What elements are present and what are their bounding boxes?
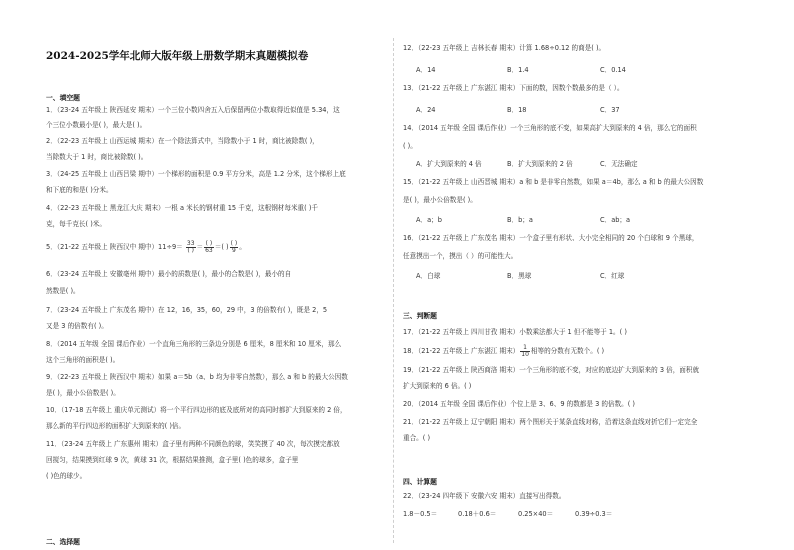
question-16-line-1: 16．（21-22 五年级上 广东茂名 期末）一个盒子里有形状、大小完全相同的 20 个白球和 9 个黑球，: [403, 234, 699, 242]
question-13-option-c: C．37: [600, 106, 620, 114]
column-divider: [393, 38, 394, 543]
question-16-line-2: 任意摸出一个，摸出（ ）的可能性大。: [403, 252, 518, 260]
calc-item-2: 0.18＋0.6＝: [458, 510, 497, 518]
question-19-line-1: 19．（21-22 五年级上 陕西商洛 期末）一个三角形的底不变，对应的底边扩大到原来的 3 倍，面积就: [403, 366, 700, 374]
question-14-line-1: 14．（2014 五年级 全国 课后作业）一个三角形的底不变，如果高扩大到原来的 4 倍，那么它的面积: [403, 124, 697, 132]
page-title: 2024-2025学年北师大版年级上册数学期末真题模拟卷: [46, 50, 309, 62]
question-14-option-c: C．无法确定: [600, 160, 638, 168]
question-15-line-1: 15．（21-22 五年级上 山西晋城 期末）a 和 b 是非零自然数，如果 a＝4b，那么 a 和 b 的最大公因数: [403, 178, 704, 186]
section-judge-heading: 三、判断题: [403, 312, 437, 320]
question-12-option-c: C．0.14: [600, 66, 626, 74]
question-1-line-2: 个三位小数最小是( )，最大是( )。: [46, 121, 147, 129]
question-16-option-a: A．白球: [416, 272, 441, 280]
question-9-line-2: 是( )，最小公倍数是( )。: [46, 389, 120, 397]
calc-item-4: 0.39÷0.3＝: [575, 510, 613, 518]
question-10-line-1: 10．（17-18 五年级上 重庆单元测试）将一个平行四边形的底及底所对的高同时都扩大到原来的 2 倍，: [46, 406, 347, 414]
question-1-line-1: 1．（23-24 五年级上 陕西延安 期末）一个三位小数四舍五入后保留两位小数取得近似值是 5.34，这: [46, 106, 340, 114]
fraction-3: $\frac{( )}{9}$: [230, 239, 238, 254]
question-20: 20．（2014 五年级 全国 课后作业）个位上是 3、6、9 的数都是 3 的倍数。( ): [403, 400, 636, 408]
question-4-line-2: 克，每千克长( )米。: [46, 220, 106, 228]
question-3-line-2: 和下底的和是( )分米。: [46, 186, 113, 194]
question-2-line-1: 2．（22-23 五年级上 山西运城 期末）在一个除法算式中，当除数小于 1 时，商比被除数( )，: [46, 137, 319, 145]
question-12-option-b: B．1.4: [507, 66, 529, 74]
question-5: 5．（21-22 五年级上 陕西汉中 期中）11÷9＝ $\frac{33}{( )}$ ＝ $\frac{( )}{63}$ ＝( ) $\frac{( )}{9}$ 。: [46, 239, 246, 254]
question-22: 22．（23-24 四年级下 安徽六安 期末）直接写出得数。: [403, 492, 566, 500]
section-calc-heading: 四、计算题: [403, 478, 437, 486]
question-18-prefix: 18．（21-22 五年级上 广东湛江 期末）: [403, 347, 520, 355]
question-6-line-2: 然数是( )。: [46, 287, 80, 295]
question-21-line-1: 21．（21-22 五年级上 辽宁朝阳 期末）两个图形关于某条直线对称，沿着这条直线对折它们一定完全: [403, 418, 698, 426]
question-21-line-2: 重合。( ): [403, 434, 431, 442]
question-11-line-3: ( )色的球少。: [46, 472, 87, 480]
question-15-option-c: C．ab；a: [600, 216, 631, 224]
calc-item-1: 1.8－0.5＝: [403, 510, 438, 518]
question-16-option-c: C．红球: [600, 272, 625, 280]
question-7-line-1: 7．（23-24 五年级上 广东茂名 期中）在 12，16，35，60，29 中，3 的倍数有( )，既是 2，5: [46, 306, 328, 314]
question-6-line-1: 6．（23-24 五年级上 安徽亳州 期中）最小的质数是( )，最小的合数是( )，最小的自: [46, 270, 292, 278]
question-13-option-a: A．24: [416, 106, 436, 114]
fraction-2: $\frac{( )}{63}$: [205, 239, 213, 254]
question-19-line-2: 扩大到原来的 6 倍。( ): [403, 382, 472, 390]
section-choice-heading: 二、选择题: [46, 538, 80, 546]
question-15-option-a: A．a；b: [416, 216, 442, 224]
question-9-line-1: 9．（22-23 五年级上 陕西汉中 期末）如果 a＝5b（a、b 均为非零自然数），那么 a 和 b 的最大公因数: [46, 373, 348, 381]
question-12: 12．（22-23 五年级上 吉林长春 期末）计算 1.68÷0.12 的商是( )。: [403, 44, 606, 52]
fraction-1: $\frac{33}{( )}$: [186, 239, 195, 254]
question-14-line-2: ( )。: [403, 142, 417, 150]
question-13: 13．（21-22 五年级上 广东湛江 期末）下面的数，因数个数最多的是（ ）。: [403, 84, 624, 92]
question-2-line-2: 当除数大于 1 时，商比被除数( )。: [46, 153, 148, 161]
question-12-option-a: A．14: [416, 66, 436, 74]
question-4-line-1: 4．（22-23 五年级上 黑龙江大庆 期末）一根 a 米长的钢材重 15 千克，这根钢材每米重( )千: [46, 204, 318, 212]
question-7-line-2: 又是 3 的倍数有( )。: [46, 322, 108, 330]
question-5-prefix: 5．（21-22 五年级上 陕西汉中 期中）11÷9＝: [46, 243, 183, 251]
fraction-one-tenth: $\frac{1}{10}$: [521, 343, 529, 358]
question-11-line-1: 11．（23-24 五年级上 广东惠州 期末）盒子里有两种不同颜色的球，笑笑摸了 40 次，每次摸完都放: [46, 440, 340, 448]
section-fill-heading: 一、填空题: [46, 94, 80, 102]
question-3-line-1: 3．（24-25 五年级上 山西吕梁 期中）一个梯形的面积是 0.9 平方分米，高是 1.2 分米，这个梯形上底: [46, 170, 346, 178]
question-8-line-1: 8．（2014 五年级 全国 课后作业）一个直角三角形的三条边分别是 6 厘米，8 厘米和 10 厘米，那么: [46, 340, 342, 348]
question-8-line-2: 这个三角形的面积是( )。: [46, 356, 120, 364]
question-18: 18．（21-22 五年级上 广东湛江 期末） $\frac{1}{10}$ 相等的分数有无数个。( ): [403, 343, 605, 358]
question-17: 17．（21-22 五年级上 四川甘孜 期末）小数乘法都大于 1 但不能等于 1。( ): [403, 328, 627, 336]
question-11-line-2: 回搅匀，结果摸到红球 9 次，黄球 31 次，根据结果推测，盒子里( )色的球多，盒子里: [46, 456, 299, 464]
question-14-option-a: A．扩大到原来的 4 倍: [416, 160, 482, 168]
question-15-option-b: B．b；a: [507, 216, 533, 224]
calc-item-3: 0.25×40＝: [518, 510, 554, 518]
question-10-line-2: 那么新的平行四边形的面积扩大到原来的( )倍。: [46, 422, 186, 430]
question-15-line-2: 是( )，最小公倍数是( )。: [403, 196, 477, 204]
question-13-option-b: B．18: [507, 106, 527, 114]
question-16-option-b: B．黑球: [507, 272, 532, 280]
question-14-option-b: B．扩大到原来的 2 倍: [507, 160, 573, 168]
